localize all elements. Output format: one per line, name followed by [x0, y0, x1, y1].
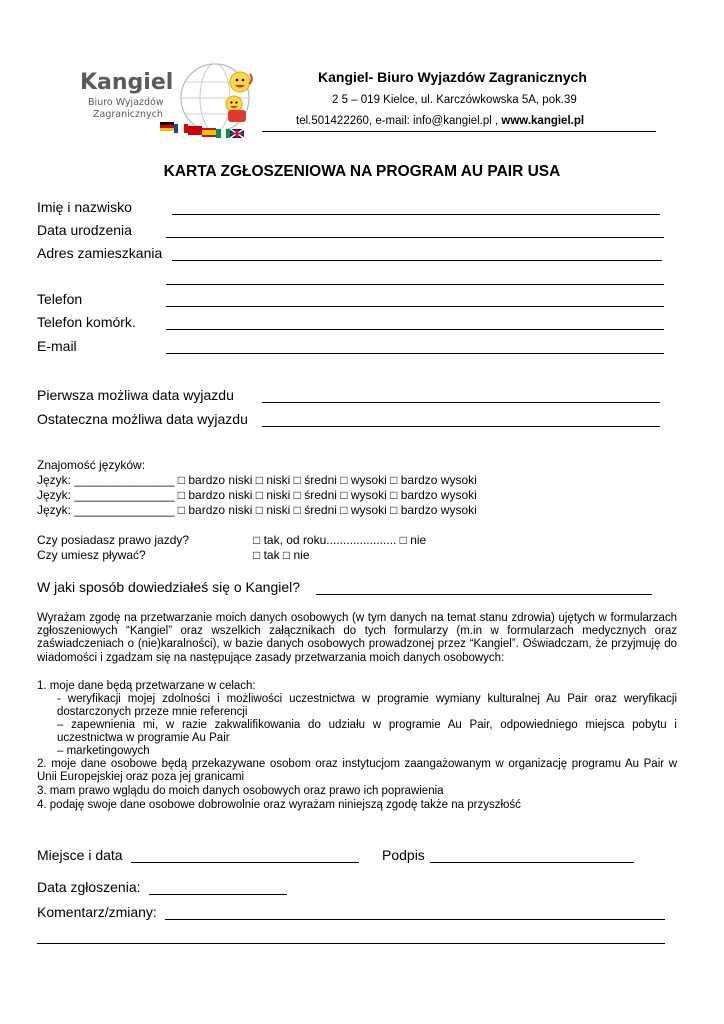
company-name: Kangiel- Biuro Wyjazdów Zagranicznych — [318, 69, 587, 85]
consent-point-1c: – marketingowych — [57, 745, 150, 757]
consent-point-4: 4. podaję swoje dane osobowe dobrowolnie oraz wyrażam niniejszą zgodę także na przyszłość — [37, 799, 521, 811]
driving-license-options[interactable]: □ tak, od roku..................... □ nie — [253, 533, 427, 547]
birth-date-field[interactable] — [166, 237, 664, 238]
address-field-line2[interactable] — [166, 284, 664, 285]
submission-date-label: Data zgłoszenia: — [37, 879, 141, 895]
form-title: KARTA ZGŁOSZENIOWA NA PROGRAM AU PAIR USA — [163, 163, 561, 180]
consent-point-3: 3. mam prawo wglądu do moich danych osobowych oraz prawo ich poprawienia — [37, 785, 444, 797]
language-row[interactable]: Język: _______________ □ bardzo niski □ niski □ średni □ wysoki □ bardzo wysoki — [37, 488, 477, 502]
last-departure-field[interactable] — [262, 426, 660, 427]
name-field[interactable] — [172, 214, 660, 215]
logo-name: Kangiel — [80, 70, 174, 95]
name-label: Imię i nazwisko — [37, 199, 132, 215]
language-row[interactable]: Język: _______________ □ bardzo niski □ niski □ średni □ wysoki □ bardzo wysoki — [37, 473, 477, 487]
address-label: Adres zamieszkania — [37, 245, 163, 261]
swimming-options[interactable]: □ tak □ nie — [253, 548, 310, 562]
source-question: W jaki sposób dowiedziałeś się o Kangiel? — [37, 579, 301, 595]
signature-field[interactable] — [430, 862, 634, 863]
consent-point-2: 2. moje dane osobowe będą przekazywane osobom oraz instytucjom zaangażowanym w organizację programu Au Pair w Unii Europejskiej oraz poza jej granicami — [37, 758, 677, 784]
place-date-field[interactable] — [131, 862, 359, 863]
first-departure-label: Pierwsza możliwa data wyjazdu — [37, 387, 234, 403]
address-field[interactable] — [172, 260, 662, 261]
consent-point-1: 1. moje dane będą przetwarzane w celach: — [37, 680, 256, 692]
comments-field-line2[interactable] — [37, 943, 665, 944]
languages-heading: Znajomość języków: — [37, 458, 146, 472]
mobile-field[interactable] — [166, 329, 664, 330]
language-row[interactable]: Język: _______________ □ bardzo niski □ niski □ średni □ wysoki □ bardzo wysoki — [37, 503, 477, 517]
mobile-label: Telefon komórk. — [37, 314, 136, 330]
swimming-question: Czy umiesz pływać? — [37, 548, 146, 562]
comments-label: Komentarz/zmiany: — [37, 904, 157, 920]
birth-date-label: Data urodzenia — [37, 222, 132, 238]
consent-point-1a: - weryfikacji mojej zdolności i możliwości uczestnictwa w programie wymiany kulturalnej Au Pair oraz weryfikacji dostarczonych przeze mnie referencji — [57, 693, 677, 719]
phone-field[interactable] — [166, 306, 664, 307]
source-field[interactable] — [316, 594, 652, 595]
signature-label: Podpis — [382, 847, 425, 863]
consent-intro: Wyrażam zgodę na przetwarzanie moich danych osobowych (w tym danych na temat stanu zdrowia) ujętych w formularzach zgłoszeniowych “Kangiel” oraz wszelkich załącznikach do tych formularzy (m.in w formularzach medycznych oraz zaświadczeniach o (nie)karalności), w bazie danych osobowych prowadzonej przez “Kangiel”. Oświadczam, że przyjmuję do wiadomości i zgadzam się na następujące zasady przetwarzania moich danych osobowych: — [37, 612, 677, 664]
globe-flags-icon — [78, 60, 268, 150]
logo-line2: Zagranicznych — [93, 109, 163, 120]
company-logo — [78, 60, 268, 150]
logo-line1: Biuro Wyjazdów — [88, 97, 164, 108]
company-phone: tel.501422260, — [296, 115, 373, 127]
email-label: E-mail — [37, 338, 77, 354]
last-departure-label: Ostateczna możliwa data wyjazdu — [37, 411, 248, 427]
company-email[interactable]: e-mail: info@kangiel.pl , — [375, 115, 499, 127]
header-rule — [262, 131, 656, 132]
phone-label: Telefon — [37, 291, 83, 307]
company-address: 2 5 – 019 Kielce, ul. Karczówkowska 5A, pok.39 — [332, 94, 577, 106]
consent-point-1b: – zapewnienia mi, w razie zakwalifikowania do udziału w programie Au Pair, odpowiedniego miejsca pobytu i uczestnictwa w programie Au Pair — [57, 719, 677, 745]
company-website[interactable]: www.kangiel.pl — [501, 115, 585, 127]
place-date-label: Miejsce i data — [37, 847, 123, 863]
first-departure-field[interactable] — [262, 402, 660, 403]
driving-license-question: Czy posiadasz prawo jazdy? — [37, 533, 190, 547]
comments-field[interactable] — [165, 919, 665, 920]
submission-date-field[interactable] — [149, 894, 287, 895]
company-contacts — [296, 115, 584, 127]
email-field[interactable] — [166, 353, 664, 354]
